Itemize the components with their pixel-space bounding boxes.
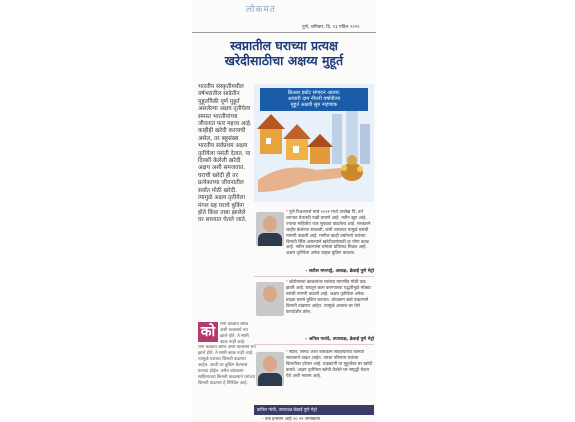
quote-1-text: ❛ पुणे रिअल्टरर्स मार्च २०२२ मध्ये उल्लेख पिं, डर्न ध्यानात घेऊनही पाढी प्रमाणे आहे. नवीन खूप आहे, ज्याचा माहितीत फार सुवडवा वाढलेला आहे. सरकारने जाहीर केलेल्या सवलती, कमी व्याजदर यामुळे घरांची मागणी वाढली आहे. मागील काही वर्षांमध्ये घरांच्या किमती स्थिर असल्याने खरेदीदारांसाठी हा योग्य काळ आहे. नवीन प्रकल्पांना चांगला प्रतिसाद मिळत आहे. अक्षय तृतीयेला अनेक ग्राहक बुकिंग करतात. — [286, 210, 371, 257]
quote-2-text: ❛ कोरोनाच्या काळानंतर घरांच्या मागणीत मोठी वाढ झाली आहे. घरातून काम करण्याच्या पद्धतीमुळे मोठ्या घरांची मागणी वाढली आहे. अक्षय तृतीयेला अनेक ग्राहक घराचे बुकिंग करतात. बांधकाम खर्च वाढल्याने किमती वाढणार आहेत. त्यामुळे आताच घर घेणे फायदेशीर ठरेल. — [286, 280, 371, 315]
houses-illustration — [254, 84, 374, 202]
divider — [254, 276, 374, 277]
bottom-left-text: रोना काळात बरीच अशी व्यवसाये रुप झाले होते. ते स्पष्टी काळ नाही आहे. त्यामुळे घरांच्या किंमती वाढणार आहेत. आधी घर बुकिंग केल्यास फायदा होईल. तसेच बांधकाम साहित्याच्या किमती वाढल्याने घरांच्या किमती वाढणार हे निश्चित आहे. — [198, 345, 256, 386]
quote-bullet-icon: ❛ — [286, 210, 290, 215]
quote-1-attribution: - सतीश मगरपट्टे, अध्यक्ष, क्रेडाई पुणे मेट्रो — [305, 269, 374, 274]
quote-3-text: ❛ स्टील, सिमेंट अशा बांधकाम साहित्याच्या किमती सातत्याने वाढत आहेत. त्याचा परिणाम घरांच्या किमतीवर होणार आहे. ग्राहकांनी या मुहूर्तावर घर खरेदी करावे. अक्षय तृतीयेला खरेदी केलेले घर समृद्धी घेऊन येते अशी भावना आहे. — [286, 350, 373, 379]
newspaper-clipping — [192, 0, 376, 422]
portrait-photo-2 — [256, 282, 284, 316]
drop-cap: को — [198, 322, 218, 342]
headline-line-2: खरेदीसाठीचा अक्षय्य मुहूर्त — [224, 53, 344, 68]
footer-strip: कपिल गांधी, उपाध्यक्ष क्रेडाई पुणे मेट्रो — [254, 405, 374, 415]
quote-bullet-icon: ❛ — [286, 280, 290, 285]
intro-text: भारतीय संस्कृतीमधील वर्षभरातील साडेतीन मुहूर्तांपैकी पूर्ण मुहूर्त असलेल्या अक्षय तृतीयेला समस्त भारतीयांच्या जीवनात फार महत्त्व आहे. काहीही खरेदी करायची असेल, तर बहुसंख्य भारतीय सर्वप्रथम अक्षय तृतीयेला पसंती देतात. या दिवशी केलेली खरेदी अक्षय अशी समजतात. घराची खरेदी ही तर प्रत्येकाच्या जीवनातील सर्वांत मोठी खरेदी. त्यामुळे अक्षय तृतीयेला मंगल ग्रह घराचे बुकिंग होते किंवा ताबा झालेले घर साध्यात घेतले जाते. — [198, 84, 252, 224]
headline — [192, 38, 376, 68]
headline-line-1: स्वप्नातील घराच्या प्रत्यक्ष — [230, 38, 338, 53]
portrait-photo-1 — [256, 212, 284, 246]
bottom-left-text-top: रोना काळात बरीच अशी व्यवसाये रुप झाले होते. ते स्पष्टी काळ नाही आहे. — [220, 322, 249, 344]
quote-bullet-icon: ❛ — [286, 350, 290, 355]
divider — [192, 32, 376, 33]
banner-line-2: अव्वारी दाम नीयनी वर्षावीज्य — [287, 96, 341, 103]
dateline: पुणे, शनिवार, दि. २३ एप्रिल २०२२ — [302, 25, 360, 30]
banner-line-3: मुहूर्त अक्षयी सुरु नाहणाक — [290, 102, 338, 109]
banner-callout — [260, 88, 368, 111]
divider — [254, 344, 374, 345]
portrait-photo-3 — [256, 352, 284, 386]
footer-line: - एक इनसान आहे २० २२ जमाखाना — [262, 417, 321, 422]
quote-2-attribution: - अनिल फरांदे, उपाध्यक्ष, क्रेडाई पुणे मेट्रो — [305, 337, 374, 342]
banner-line-1: क्रिअल इस्टेट संपादन आलय: — [287, 90, 341, 96]
masthead: लोकमत — [246, 5, 276, 15]
